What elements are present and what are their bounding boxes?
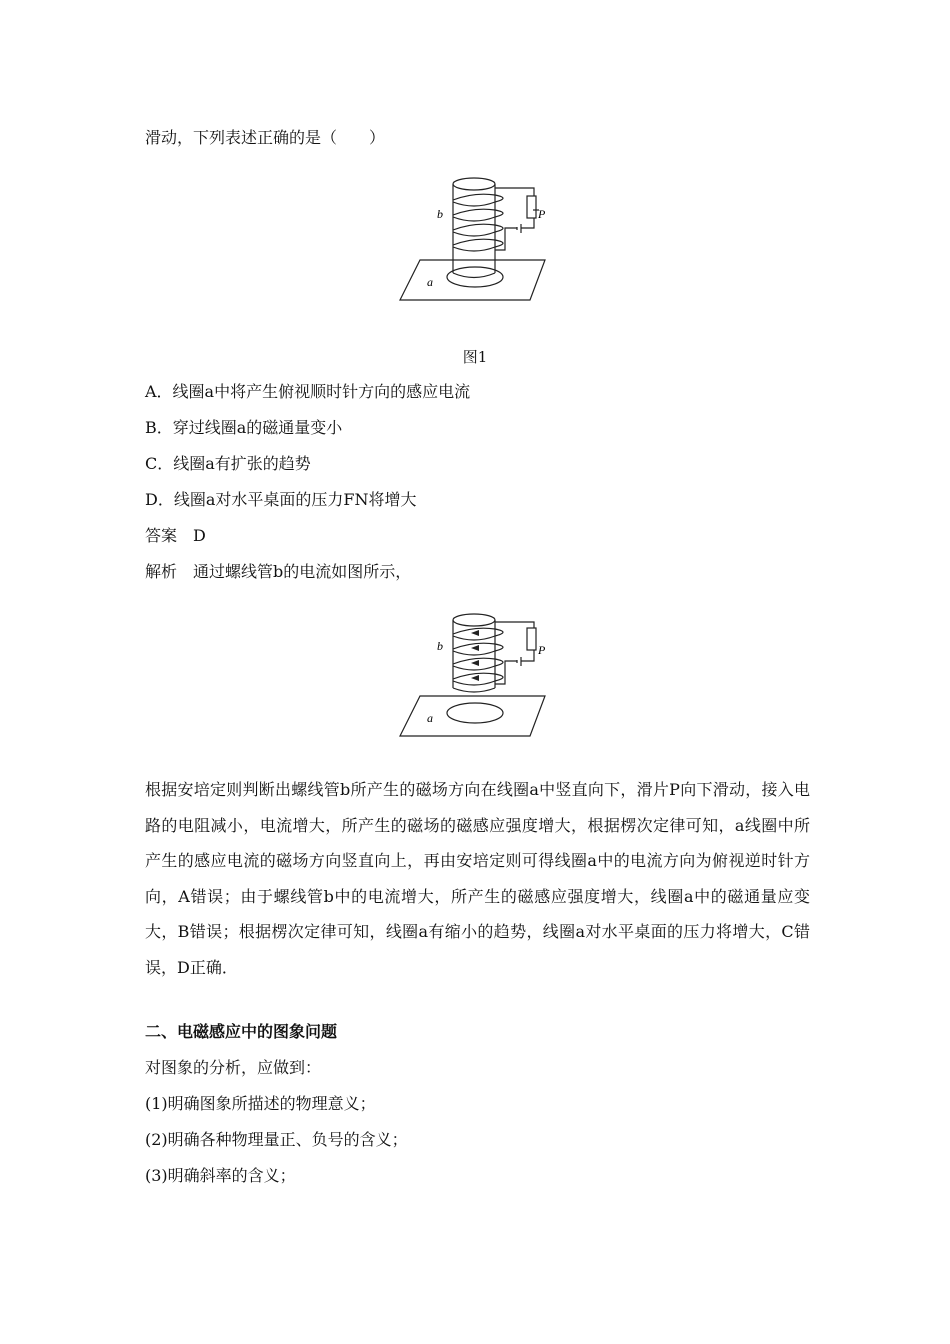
point-1: (1)明确图象所描述的物理意义； (145, 1094, 376, 1113)
point-3: (3)明确斜率的含义； (145, 1166, 296, 1185)
option-c: C．线圈a有扩张的趋势 (145, 454, 311, 473)
point-2: (2)明确各种物理量正、负号的含义； (145, 1130, 408, 1149)
answer-line: 答案 D (145, 526, 206, 545)
option-b: B．穿过线圈a的磁通量变小 (145, 418, 343, 437)
section-intro: 对图象的分析，应做到： (145, 1058, 322, 1077)
figure-1-label-a: a (427, 275, 433, 289)
intro-text: 滑动，下列表述正确的是（ ） (145, 128, 386, 147)
figure-1-solenoid-diagram (395, 170, 555, 305)
explanation-paragraph: 根据安培定则判断出螺线管b所产生的磁场方向在线圈a中竖直向下，滑片P向下滑动，接入电路的电阻减小，电流增大，所产生的磁场的磁感应强度增大，根据楞次定律可知，a线圈中所产生的感应电流的磁场方向竖直向上，再由安培定则可得线圈a中的电流方向为俯视逆时针方向，A错误；由于螺线管b中的电流增大，所产生的磁感应强度增大，线圈a中的磁通量应变大，B错误；根据楞次定律可知，线圈a有缩小的趋势，线圈a对水平桌面的压力将增大，C错误，D正确． (145, 780, 810, 977)
option-d: D．线圈a对水平桌面的压力FN将增大 (145, 490, 417, 509)
figure-2-label-p: P (538, 643, 546, 657)
figure-1-label-b: b (437, 207, 443, 221)
figure-1-label-p: P (538, 207, 546, 221)
figure-2-label-a: a (427, 711, 433, 725)
section-heading: 二、电磁感应中的图象问题 (145, 1022, 338, 1041)
figure-2-label-b: b (437, 639, 443, 653)
analysis-line: 解析 通过螺线管b的电流如图所示， (145, 562, 412, 581)
option-a: A．线圈a中将产生俯视顺时针方向的感应电流 (145, 382, 471, 401)
figure-2-solenoid-current-diagram (395, 606, 555, 741)
figure-1-caption: 图1 (462, 348, 488, 366)
